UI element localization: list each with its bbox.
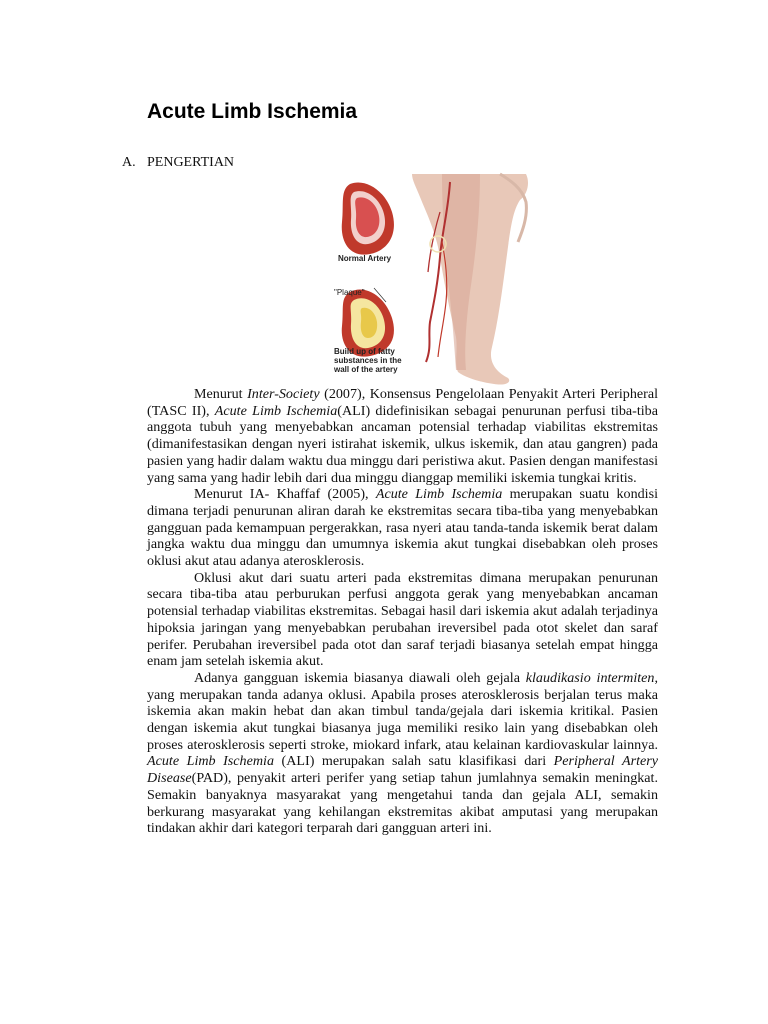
buildup-label-line3: wall of the artery bbox=[334, 365, 398, 374]
section-heading bbox=[122, 155, 234, 171]
page-title: Acute Limb Ischemia bbox=[147, 100, 358, 123]
paragraph-1-italic-1: Inter-Society bbox=[247, 386, 320, 402]
paragraph-1-italic-2: Acute Limb Ischemia bbox=[214, 402, 338, 419]
leg-drawing bbox=[412, 174, 528, 385]
paragraph-4-italic-1: klaudikasio intermiten bbox=[525, 669, 655, 686]
paragraph-1-text-3: (ALI) didefinisikan sebagai penurunan perfusi tiba-tiba anggota tubuh yang menyebabkan ancaman potensial terhadap viabilitas ekstremitas (dimanifestasikan dengan nyeri istirahat iskemik, ulkus iskemik, dan atau gangren) pada pasien yang hadir dalam waktu dua minggu dari peristiwa akut. Pasien dengan manifestasi yang sama yang hadir lebih dari dua minggu dianggap memiliki iskemia tungkai kritis. bbox=[147, 402, 658, 486]
section-title: PENGERTIAN bbox=[147, 155, 235, 170]
paragraph-5-text-2: (PAD), penyakit arteri perifer yang setiap tahun jumlahnya semakin meningkat. Semakin banyaknya masyarakat yang mengetahui tanda dan gejala ALI, semakin berkurang masyarakat yang kehilangan ekstremitas akibat amputasi yang merupakan tindakan akhir dari kategori terparah dari gangguan arteri ini. bbox=[147, 770, 658, 837]
buildup-label-line1: Build up of fatty bbox=[334, 347, 395, 356]
paragraph-4-text-1: Adanya gangguan iskemia biasanya diawali oleh gejala bbox=[194, 669, 526, 686]
paragraph-3 bbox=[147, 570, 658, 670]
paragraph-1 bbox=[147, 386, 658, 486]
paragraph-2-text-2: merupakan suatu kondisi dimana terjadi penurunan aliran darah ke ekstremitas secara tiba-tiba yang menyebabkan gangguan pada kemampuan pergerakkan, rasa nyeri atau tanda-tanda iskemik berat dalam jangka waktu dua minggu dan umumnya iskemia akut tungkai disebabkan oleh proses oklusi akut atau adanya aterosklerosis. bbox=[147, 486, 658, 570]
artery-illustration bbox=[330, 172, 535, 387]
paragraph-4 bbox=[147, 670, 658, 754]
paragraph-5-italic-2: Peripheral Artery Disease bbox=[147, 753, 658, 787]
paragraph-5 bbox=[147, 753, 658, 837]
paragraph-5-text-1: (ALI) merupakan salah satu klasifikasi dari bbox=[274, 753, 554, 770]
paragraph-5-italic-1: Acute Limb Ischemia bbox=[147, 753, 274, 770]
paragraph-3-text-1: Oklusi akut dari suatu arteri pada ekstremitas dimana merupakan penurunan secara tiba-tiba atau perburukan perfusi anggota gerak yang menyebabkan ancaman potensial terhadap viabilitas ekstremitas. Sebagai hasil dari iskemia akut adalah terjadinya hipoksia jaringan yang menyebabkan perubahan ireversibel pada otot skelet dan saraf perifer. Perubahan ireversibel pada otot dan saraf terjadi biasanya setelah empat hingga enam jam setelah iskemia akut. bbox=[147, 569, 658, 670]
paragraph-1-text-1: Menurut bbox=[194, 386, 248, 402]
section-number: A. bbox=[122, 155, 136, 170]
normal-artery-drawing bbox=[342, 182, 394, 254]
plaque-label: "Plaque" bbox=[334, 288, 365, 297]
buildup-label-line2: substances in the bbox=[334, 356, 402, 365]
paragraph-1-text-2: (2007), Konsensus Pengelolaan Penyakit Arteri Peripheral (TASC II), bbox=[147, 386, 658, 419]
body-text bbox=[147, 386, 658, 837]
paragraph-2-text-1: Menurut IA- Khaffaf (2005), bbox=[194, 486, 376, 503]
paragraph-2-italic-1: Acute Limb Ischemia bbox=[375, 486, 503, 503]
paragraph-4-text-2: , yang merupakan tanda adanya oklusi. Apabila proses aterosklerosis berjalan terus maka iskemia akan makin hebat dan akan timbul tanda/gejala dari iskemia kritikal. Pasien dengan iskemia akut tungkai biasanya juga memiliki resiko lain yang disebabkan oleh proses aterosklerosis seperti stroke, miokard infark, atau kelainan kardiovaskular lainnya. bbox=[147, 669, 659, 753]
normal-artery-label: Normal Artery bbox=[338, 254, 392, 263]
paragraph-2 bbox=[147, 486, 658, 570]
